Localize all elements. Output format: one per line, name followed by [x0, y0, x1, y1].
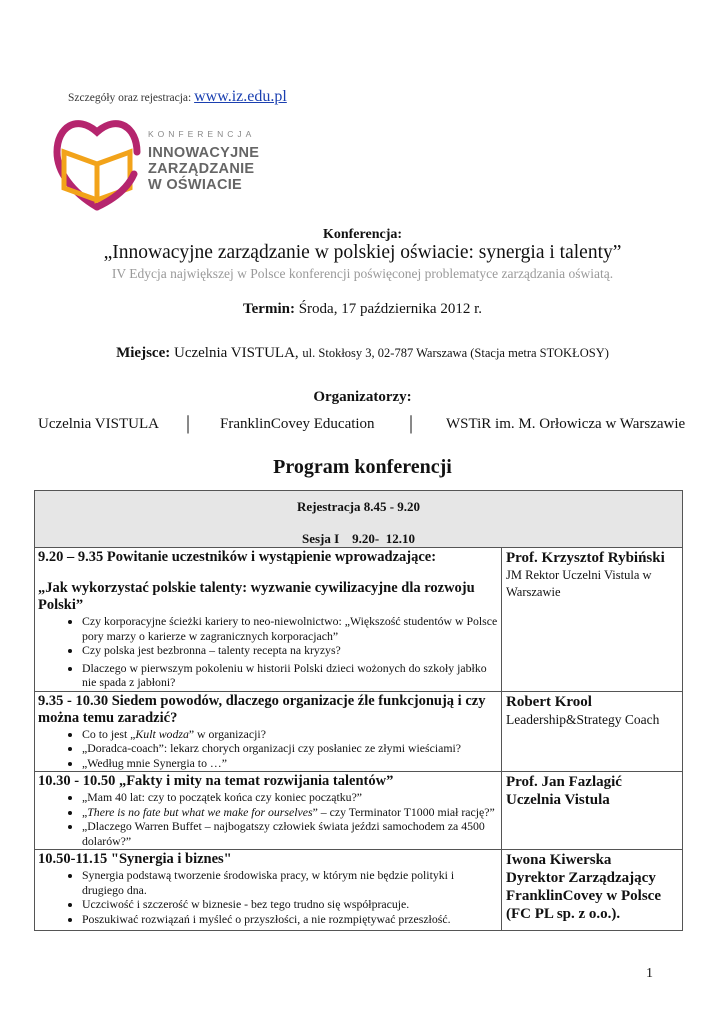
- agenda-bullets: [38, 614, 498, 690]
- speaker-cell: [502, 772, 683, 850]
- table-row: [35, 772, 683, 850]
- date-value: Środa, 17 października 2012 r.: [298, 301, 482, 317]
- list-item: • Poszukiwać rozwiązań i myśleć o przyszłości, a nie rozmpiętywać przeszłość.: [82, 912, 498, 927]
- agenda-cell: [35, 772, 502, 850]
- speaker-name: Prof. Krzysztof Rybiński: [506, 550, 665, 566]
- agenda-subtitle: „Jak wykorzystać polskie talenty: wyzwanie cywilizacyjne dla rozwoju Polski”: [38, 580, 475, 613]
- place-label: Miejsce:: [116, 345, 171, 361]
- speaker-name: Prof. Jan Fazlagić: [506, 774, 622, 790]
- program-table: [34, 490, 683, 931]
- page-number: 1: [646, 966, 653, 981]
- logo-small-text: KONFERENCJA: [148, 129, 256, 139]
- speaker-cell: [502, 548, 683, 692]
- list-item: • Dlaczego w pierwszym pokoleniu w historii Polski dzieci wożonych do szkoły jabłko nie spada z jabłoni?: [82, 661, 498, 690]
- list-item: • „Dlaczego Warren Buffet – najbogatszy człowiek świata jeździ samochodem za 4500 dolarów?”: [82, 819, 498, 848]
- program-header: [35, 491, 683, 548]
- table-row: [35, 691, 683, 772]
- speaker-name: Robert Krool: [506, 693, 592, 710]
- speaker-name: Iwona Kiwerska: [506, 852, 612, 868]
- agenda-bullets: [38, 868, 498, 926]
- registration-text: Szczegóły oraz rejestracja:: [68, 92, 192, 104]
- agenda-title: 9.20 – 9.35 Powitanie uczestników i wystąpienie wprowadzające:: [38, 549, 437, 565]
- list-item: • „Mam 40 lat: czy to początek końca czy koniec początku?”: [82, 790, 498, 805]
- conference-title: „Innowacyjne zarządzanie w polskiej oświacie: synergia i talenty”: [103, 242, 622, 263]
- registration-time: Rejestracja 8.45 - 9.20: [296, 499, 421, 514]
- agenda-cell: [35, 691, 502, 772]
- speaker-cell: [502, 850, 683, 931]
- logo-line-1: INNOWACYJNE: [148, 145, 260, 161]
- organizers-label: Organizatorzy:: [313, 389, 412, 405]
- conference-label: Konferencja:: [322, 227, 403, 242]
- agenda-cell: [35, 548, 502, 692]
- list-item: • Czy polska jest bezbronna – talenty recepta na kryzys?: [82, 643, 498, 658]
- date-label: Termin:: [243, 301, 295, 317]
- date-line: [0, 301, 725, 318]
- registration-link[interactable]: www.iz.edu.pl: [194, 88, 287, 105]
- registration-line: [68, 88, 287, 106]
- agenda-title: 10.30 - 10.50 „Fakty i mity na temat rozwijania talentów”: [38, 773, 394, 789]
- place-line: [0, 345, 725, 362]
- agenda-cell: [35, 850, 502, 931]
- list-item: • Uczciwość i szczerość w biznesie - bez tego trudno się współpracuje.: [82, 897, 498, 912]
- speaker-title: Leadership&Strategy Coach: [506, 711, 660, 727]
- conference-subtitle: IV Edycja największej w Polsce konferencji poświęconej problematyce zarządzania oświatą.: [111, 266, 614, 281]
- place-address: ul. Stokłosy 3, 02-787 Warszawa (Stacja metra STOKŁOSY): [302, 346, 609, 360]
- book-heart-icon: [52, 112, 142, 212]
- agenda-title: 9.35 - 10.30 Siedem powodów, dlaczego organizacje źle funkcjonują i czy można temu zaradzić?: [38, 692, 486, 726]
- list-item: • Czy korporacyjne ścieżki kariery to neo-niewolnictwo: „Większość studentów w Polsce pory marzy o karierze w zagranicznych korporacjach”: [82, 614, 498, 643]
- list-item: • Co to jest „Kult wodza” w organizacji?: [82, 727, 498, 742]
- agenda-bullets: [38, 727, 498, 771]
- speaker-title: Uczelnia Vistula: [506, 792, 610, 808]
- organizer-separator: |: [409, 412, 414, 434]
- table-row: [35, 548, 683, 692]
- table-row: [35, 850, 683, 931]
- organizer-3: WSTiR im. M. Orłowicza w Warszawie: [446, 416, 686, 432]
- logo-line-3: W OŚWIACIE: [148, 177, 243, 193]
- place-value: Uczelnia VISTULA,: [173, 345, 299, 361]
- speaker-title: JM Rektor Uczelni Vistula w Warszawie: [506, 568, 652, 599]
- list-item: • „There is no fate but what we make for ourselves” – czy Terminator T1000 miał rację?”: [82, 805, 498, 820]
- program-title: Program konferencji: [273, 456, 452, 478]
- speaker-title: Dyrektor Zarządzający FranklinCovey w Polsce (FC PL sp. z o.o.).: [506, 870, 661, 922]
- logo-line-2: ZARZĄDZANIE: [148, 161, 255, 177]
- organizer-separator: |: [186, 412, 191, 434]
- agenda-title: 10.50-11.15 "Synergia i biznes": [38, 851, 232, 867]
- list-item: • „Według mnie Synergia to …”: [82, 756, 498, 771]
- agenda-bullets: [38, 790, 498, 848]
- session-time: Sesja I 9.20- 12.10: [301, 531, 416, 546]
- list-item: • „Doradca-coach”: lekarz chorych organizacji czy posłaniec ze złymi wieściami?: [82, 741, 498, 756]
- conference-logo: [52, 112, 260, 212]
- speaker-cell: [502, 691, 683, 772]
- organizer-1: Uczelnia VISTULA: [38, 416, 159, 432]
- list-item: • Synergia podstawą tworzenie środowiska pracy, w którym nie będzie polityki i drugiego dna.: [82, 868, 498, 897]
- organizer-2: FranklinCovey Education: [220, 416, 375, 432]
